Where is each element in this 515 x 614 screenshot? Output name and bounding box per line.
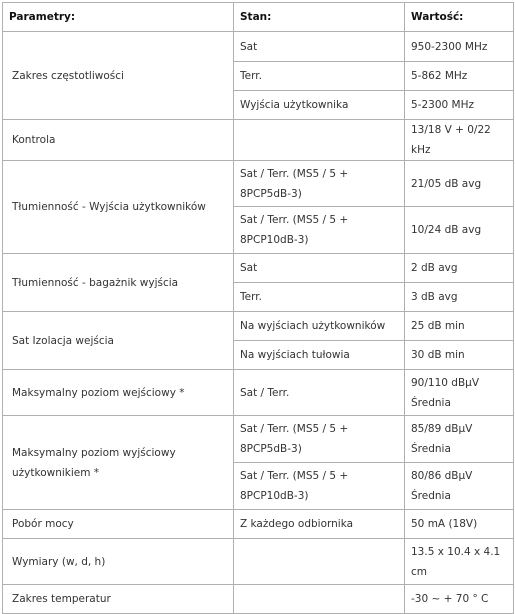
state-cell: Sat / Terr. [234,370,405,416]
value-cell: 2 dB avg [405,254,514,283]
param-label: Tłumienność - bagażnik wyjścia [3,254,234,312]
state-cell: Z każdego odbiornika [234,510,405,539]
param-label: Wymiary (w, d, h) [3,539,234,585]
state-cell [234,120,405,161]
param-label: Kontrola [3,120,234,161]
value-cell: 10/24 dB avg [405,207,514,254]
value-cell: 80/86 dBµV Średnia [405,463,514,510]
value-cell: 90/110 dBµV Średnia [405,370,514,416]
value-cell: 21/05 dB avg [405,161,514,207]
state-cell: Na wyjściach tułowia [234,341,405,370]
value-cell: -30 ~ + 70 ° C [405,585,514,614]
table-row [3,539,514,585]
param-label: Tłumienność - Wyjścia użytkowników [3,161,234,254]
state-cell: Wyjścia użytkownika [234,91,405,120]
param-label: Pobór mocy [3,510,234,539]
value-cell: 30 dB min [405,341,514,370]
header-state: Stan: [234,3,405,32]
value-cell: 3 dB avg [405,283,514,312]
value-cell: 85/89 dBµV Średnia [405,416,514,463]
value-cell: 13.5 x 10.4 x 4.1 cm [405,539,514,585]
table-row [3,32,514,62]
value-cell: 950-2300 MHz [405,32,514,62]
table-row [3,161,514,207]
table-row [3,416,514,463]
table-row [3,370,514,416]
param-label: Maksymalny poziom wyjściowy użytkownikiem * [3,416,234,510]
param-label: Maksymalny poziom wejściowy * [3,370,234,416]
state-cell: Sat [234,32,405,62]
param-label: Zakres temperatur [3,585,234,614]
value-cell: 5-862 MHz [405,62,514,91]
state-cell [234,539,405,585]
table-row [3,510,514,539]
state-cell [234,585,405,614]
header-param: Parametry: [3,3,234,32]
spec-table [2,2,514,614]
header-row [3,3,514,32]
state-cell: Terr. [234,283,405,312]
param-label: Zakres częstotliwości [3,32,234,120]
state-cell: Sat / Terr. (MS5 / 5 + 8PCP5dB-3) [234,416,405,463]
param-label: Sat Izolacja wejścia [3,312,234,370]
state-cell: Na wyjściach użytkowników [234,312,405,341]
value-cell: 50 mA (18V) [405,510,514,539]
table-row [3,120,514,161]
table-row [3,585,514,614]
table-row [3,312,514,341]
value-cell: 13/18 V + 0/22 kHz [405,120,514,161]
value-cell: 25 dB min [405,312,514,341]
table-row [3,254,514,283]
state-cell: Sat / Terr. (MS5 / 5 + 8PCP5dB-3) [234,161,405,207]
state-cell: Sat / Terr. (MS5 / 5 + 8PCP10dB-3) [234,207,405,254]
state-cell: Sat / Terr. (MS5 / 5 + 8PCP10dB-3) [234,463,405,510]
state-cell: Sat [234,254,405,283]
header-value: Wartość: [405,3,514,32]
value-cell: 5-2300 MHz [405,91,514,120]
state-cell: Terr. [234,62,405,91]
